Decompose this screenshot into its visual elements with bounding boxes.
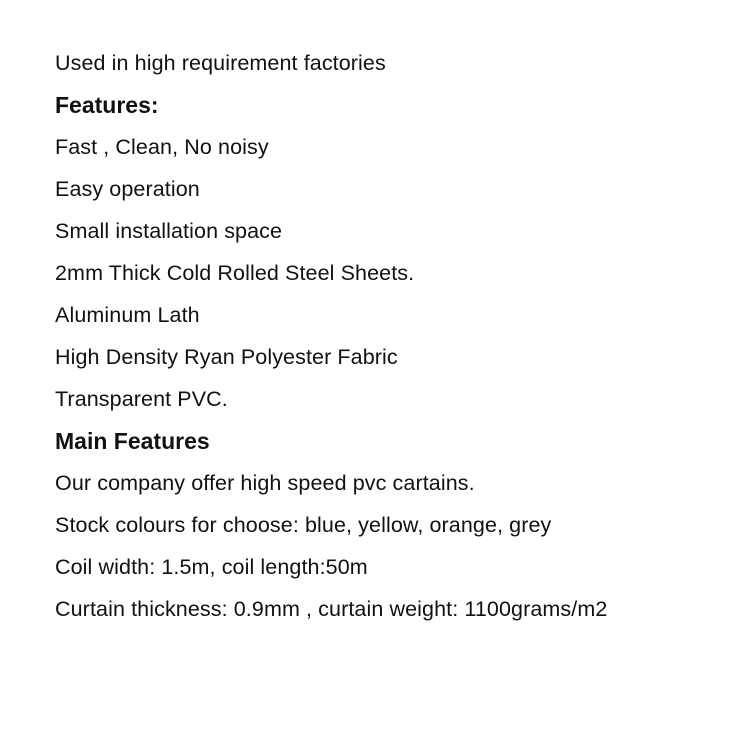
intro-text: Used in high requirement factories (55, 51, 386, 75)
main-feature-item: Curtain thickness: 0.9mm , curtain weight: 1100grams/m2 (55, 597, 608, 621)
main-features-list (55, 466, 730, 634)
feature-item: High Density Ryan Polyester Fabric (55, 345, 398, 369)
features-heading: Features: (55, 92, 159, 118)
feature-item: Fast , Clean, No noisy (55, 135, 269, 159)
product-description (55, 46, 730, 634)
main-feature-item: Coil width: 1.5m, coil length:50m (55, 555, 368, 579)
feature-item: Easy operation (55, 177, 200, 201)
feature-item: Aluminum Lath (55, 303, 200, 327)
feature-item: Transparent PVC. (55, 387, 228, 411)
features-list (55, 130, 730, 424)
main-features-heading: Main Features (55, 428, 210, 454)
main-feature-item: Our company offer high speed pvc cartains. (55, 471, 475, 495)
main-feature-item: Stock colours for choose: blue, yellow, orange, grey (55, 513, 552, 537)
feature-item: Small installation space (55, 219, 283, 243)
feature-item: 2mm Thick Cold Rolled Steel Sheets. (55, 261, 415, 285)
